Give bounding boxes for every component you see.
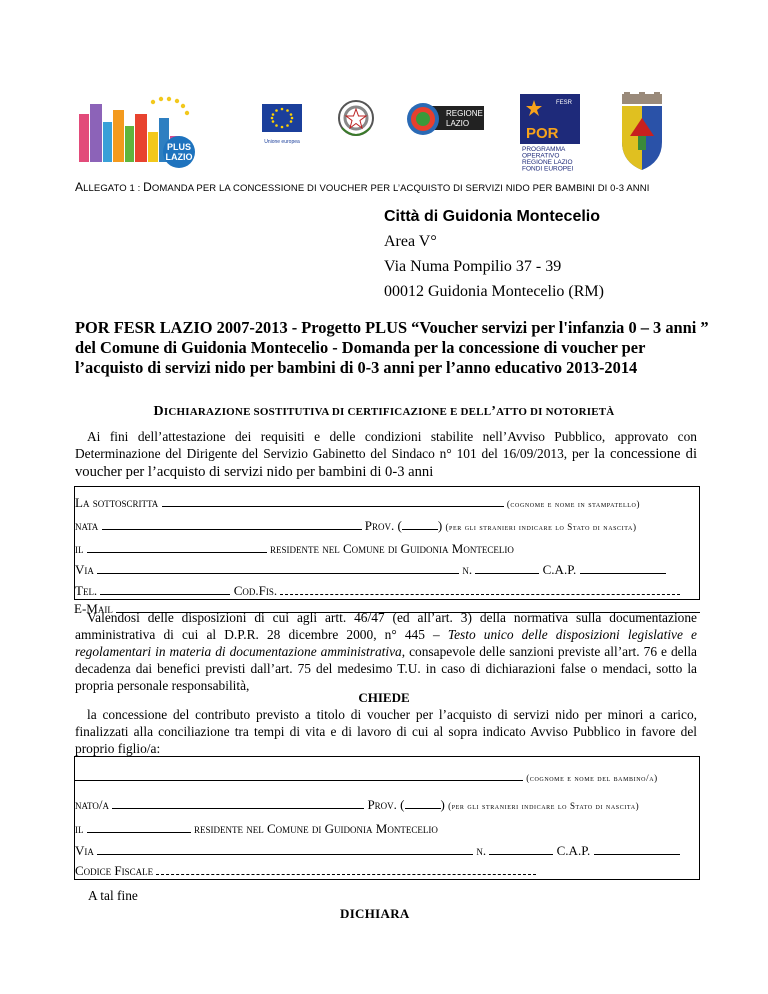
child-il-field[interactable] [87,821,191,833]
logo-strip [0,92,768,172]
il-field[interactable] [87,541,267,553]
regione-text: REGIONE [446,109,483,118]
nato-field[interactable] [112,797,364,809]
row-via: Via n. C.A.P. [75,562,666,578]
row-child-via: Via n. C.A.P. [75,843,680,859]
plus-text: PLUS [166,142,192,152]
address-street: Via Numa Pompilio 37 - 39 [384,258,562,275]
recipient-address [384,204,604,304]
por-caption-2: OPERATIVO [522,152,560,160]
por-caption-4: FONDI EUROPEI [522,165,574,172]
lazio-region-text: LAZIO [446,119,470,128]
row-email: E-Mail [74,601,700,617]
eu-caption: Unione europea [264,139,300,145]
cap-field[interactable] [580,562,666,574]
row-child-name: (cognome e nome del bambino/a) [75,769,658,785]
applicant-form [74,486,700,600]
document-subtitle: DICHIARAZIONE SOSTITUTIVA DI CERTIFICAZIONE E DELL’ATTO DI NOTORIETÀ [153,404,615,419]
row-sottoscritta: La sottoscritta (cognome e nome in stampatello) [75,495,641,510]
row-codice-fiscale: Codice Fiscale [75,863,536,879]
address-area: Area V° [384,233,437,250]
address-zip-city: 00012 Guidonia Montecelio (RM) [384,283,604,300]
row-child-il: il residente nel Comune di Guidonia Montecelio [75,821,438,836]
child-prov-field[interactable] [405,797,441,809]
dichiara-heading: DICHIARA [340,906,410,921]
a-tal-fine: A tal fine [88,888,138,903]
plus-lazio-logo [75,92,215,170]
tel-field[interactable] [100,583,230,595]
por-logo [520,94,590,172]
por-badge: FESR [556,100,573,106]
document-title: POR FESR LAZIO 2007-2013 - Progetto PLUS “Voucher servizi per l'infanzia 0 – 3 anni ” del Comune di Guidonia Montecelio - Domanda per la concessione di voucher per l’acquisto di servizi nido per bambini di 0-3 anni per l’anno educativo 2013-2014 [75,318,709,377]
child-form [74,756,700,880]
por-caption-3: REGIONE LAZIO [522,159,573,166]
por-caption-1: PROGRAMMA [522,146,566,153]
allegato-heading: ALLEGATO 1 : DOMANDA PER LA CONCESSIONE DI VOUCHER PER L’ACQUISTO DI SERVIZI NIDO PER BAMBINI DI 0-3 ANNI [75,180,650,194]
row-tel: Tel. Cod.Fis. [75,583,680,599]
codfis-field[interactable] [280,583,680,595]
italian-emblem-logo [336,98,376,140]
row-il: il residente nel Comune di Guidonia Montecelio [75,541,514,556]
row-nata: nata Prov. ( ) (per gli stranieri indicare lo Stato di nascita) [75,518,637,533]
nata-field[interactable] [102,518,362,530]
child-via-field[interactable] [97,843,473,855]
lazio-text: LAZIO [165,152,193,162]
por-word: POR [526,125,559,142]
sottoscritta-field[interactable] [162,495,504,507]
prov-field[interactable] [402,518,438,530]
intro-paragraph: Ai fini dell’attestazione dei requisiti e delle condizioni stabilite nell’Avviso Pubblico, approvato con Determinazione del Dirigente del Servizio Gabinetto del Sindaco n° 101 del 16/09/2013, per la concessione di voucher per l’acquisto di servizi nido per bambini di 0-3 anni [75,429,697,480]
codice-fiscale-field[interactable] [156,863,536,875]
numero-field[interactable] [475,562,539,574]
via-field[interactable] [97,562,459,574]
guidonia-coat-of-arms [616,92,668,172]
child-cap-field[interactable] [594,843,680,855]
regione-lazio-logo [404,100,484,140]
chiede-heading: CHIEDE [358,690,410,705]
address-city: Città di Guidonia Montecelio [384,208,600,225]
child-numero-field[interactable] [489,843,553,855]
row-nato: nato/a Prov. ( ) (per gli stranieri indicare lo Stato di nascita) [75,797,640,812]
child-name-field[interactable] [75,769,523,781]
declaration-paragraph: Valendosi delle disposizioni di cui agli artt. 46/47 (ed all’art. 3) della normativa sulla documentazione amministrativa di cui al D.P.R. 28 dicembre 2000, n° 445 – Testo unico delle disposizioni legislative e regolamentari in materia di documentazione amministrativa, consapevole delle sanzioni previste all’art. 76 e della decadenza dai benefici previsti dall’art. 75 del medesimo T.U. in caso di dichiarazioni false o mendaci, sotto la propria personale responsabilità, [75,610,697,693]
chiede-paragraph: la concessione del contributo previsto a titolo di voucher per l’acquisto di servizi nido per minori a carico, finalizzati alla conciliazione tra tempi di vita e di lavoro di cui al sopra indicato Avviso Pubblico in favore del proprio figlio/a: [75,707,697,756]
eu-flag-logo [260,102,304,148]
